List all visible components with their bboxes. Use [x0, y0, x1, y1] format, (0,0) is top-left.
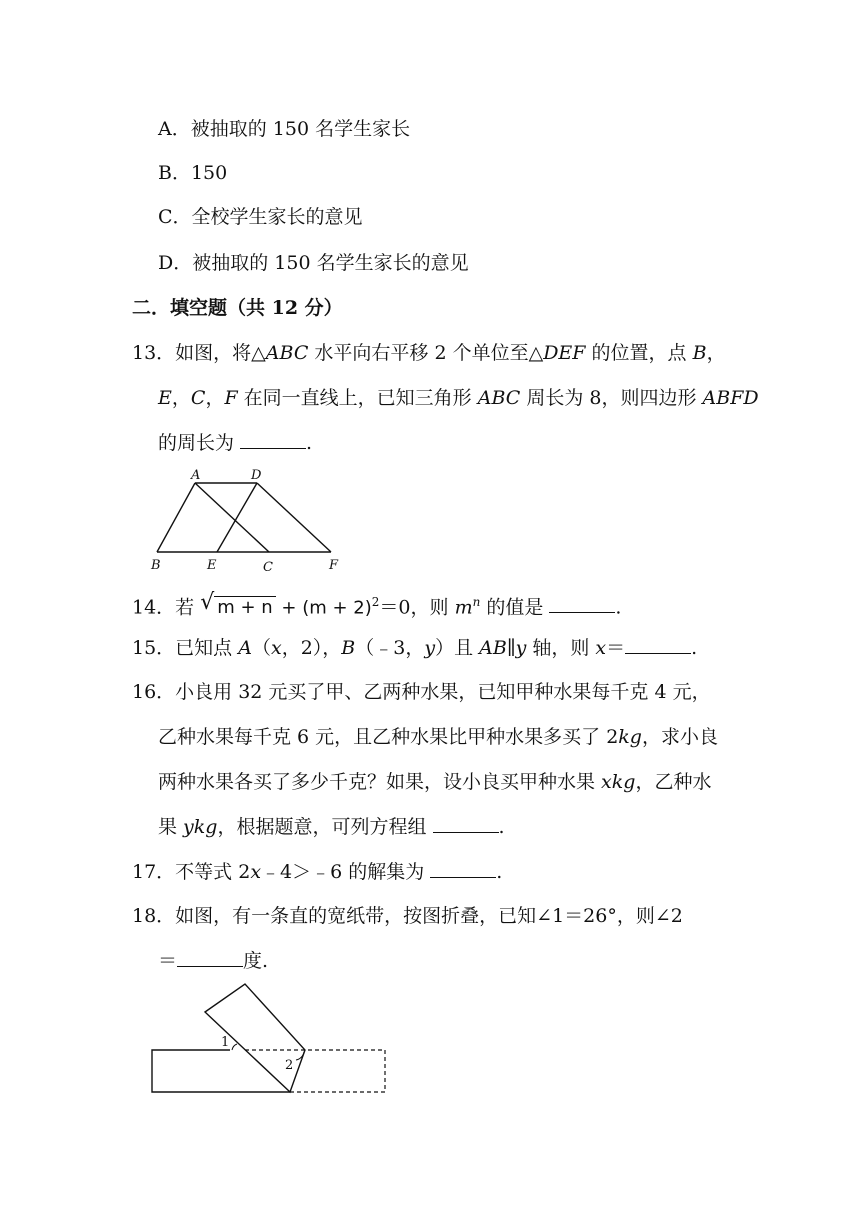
folded-flap — [205, 984, 305, 1092]
option-d: D．被抽取的 150 名学生家长的意见 — [158, 252, 469, 274]
q13-line3: 的周长为 . — [158, 432, 313, 454]
option-c: C．全校学生家长的意见 — [158, 206, 363, 228]
q18-line2: ＝ 度. — [158, 950, 269, 972]
line-df — [257, 483, 331, 552]
option-b: B．150 — [158, 162, 228, 184]
q13-figure — [145, 466, 345, 576]
option-a: A．被抽取的 150 名学生家长 — [158, 118, 411, 140]
q17: 17．不等式 2x﹣4＞﹣6 的解集为 . — [132, 861, 503, 883]
strip-solid — [152, 1050, 290, 1092]
label-b: B — [151, 558, 161, 573]
line-ac — [195, 483, 269, 552]
q16-line4: 果 ykg，根据题意，可列方程组 . — [158, 816, 505, 838]
q16-line2: 乙种水果每千克 6 元，且乙种水果比甲种水果多买了 2kg，求小良 — [158, 726, 718, 748]
answer-blank[interactable] — [177, 948, 243, 967]
answer-blank[interactable] — [625, 635, 691, 654]
label-d: D — [251, 468, 262, 483]
answer-blank[interactable] — [433, 814, 499, 833]
angle-2-arc — [296, 1052, 304, 1060]
section-title: 二．填空题（共 12 分） — [132, 297, 343, 319]
label-1: 1 — [221, 1035, 230, 1050]
line-de — [217, 483, 257, 552]
label-c: C — [263, 560, 273, 575]
angle-1-arc — [232, 1044, 237, 1050]
answer-blank[interactable] — [240, 430, 306, 449]
label-a: A — [191, 468, 201, 483]
label-2: 2 — [285, 1058, 294, 1073]
q16-line3: 两种水果各买了多少千克？如果，设小良买甲种水果 xkg，乙种水 — [158, 771, 712, 793]
q13-line2: E，C，F 在同一直线上，已知三角形 ABC 周长为 8，则四边形 ABFD — [158, 387, 759, 409]
strip-dashed — [245, 1050, 385, 1092]
label-e: E — [207, 558, 217, 573]
q15: 15．已知点 A（x，2），B（﹣3，y）且 AB∥y 轴，则 x＝ . — [132, 637, 698, 659]
q18-figure — [148, 982, 398, 1102]
q16-line1: 16．小良用 32 元买了甲、乙两种水果，已知甲种水果每千克 4 元， — [132, 681, 711, 703]
line-ab — [157, 483, 195, 552]
q14: 14．若 √ $m + n + (m + 2)^2=0$，则 $m^n$ 的值是 . — [132, 589, 621, 621]
q13-line1: 13．如图，将△ABC 水平向右平移 2 个单位至△DEF 的位置，点 B， — [132, 342, 726, 364]
answer-blank[interactable] — [430, 859, 496, 878]
answer-blank[interactable] — [549, 594, 615, 613]
sqrt-expression: √ m + n — [200, 594, 275, 621]
label-f: F — [329, 558, 339, 573]
q18-line1: 18．如图，有一条直的宽纸带，按图折叠，已知∠1＝26°，则∠2 — [132, 905, 683, 927]
